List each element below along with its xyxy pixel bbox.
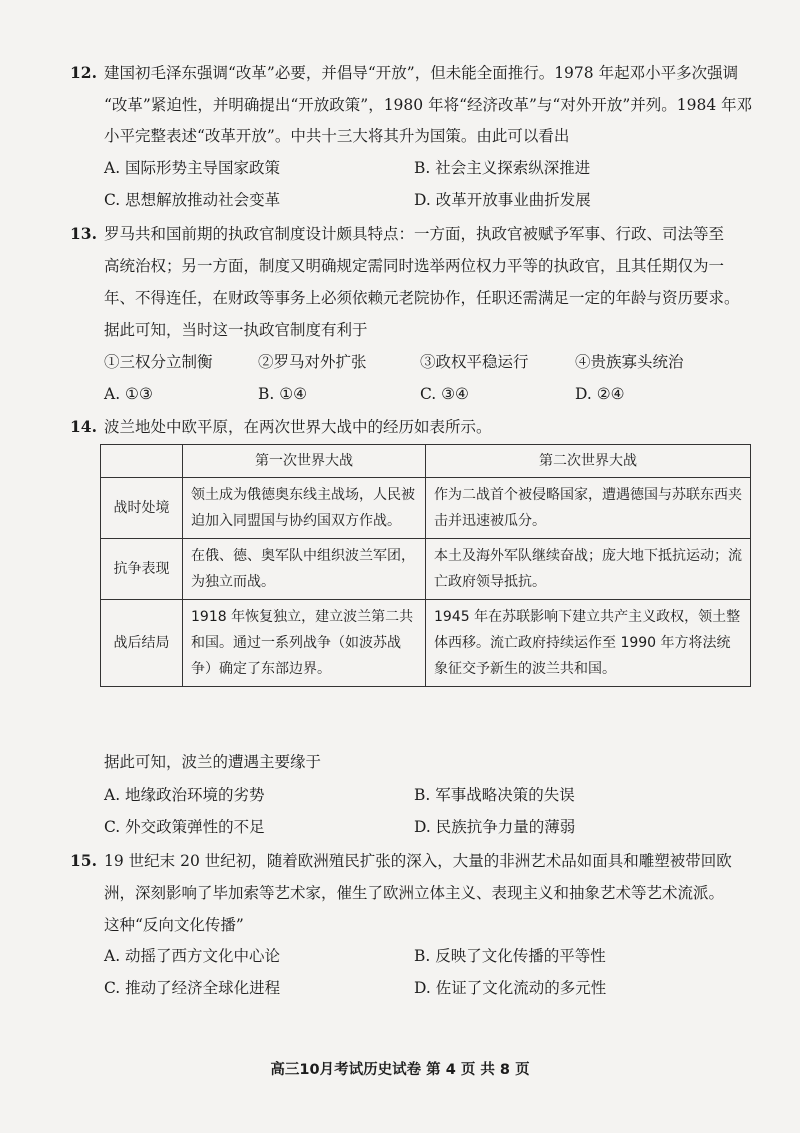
option-d: D. 改革开放事业曲折发展 bbox=[414, 191, 591, 209]
option-b: B. ①④ bbox=[258, 385, 308, 403]
option-b: B. 军事战略决策的失误 bbox=[414, 786, 575, 804]
table-cell: 1918 年恢复独立，建立波兰第二共和国。通过一系列战争（如波苏战争）确定了东部边界。 bbox=[183, 600, 426, 687]
table-cell: 作为二战首个被侵略国家，遭遇德国与苏联东西夹击并迅速被瓜分。 bbox=[426, 478, 751, 539]
table-row bbox=[101, 478, 751, 539]
table-header-ww2: 第二次世界大战 bbox=[426, 445, 751, 478]
table-cell: 本土及海外军队继续奋战；庞大地下抵抗运动；流亡政府领导抵抗。 bbox=[426, 539, 751, 600]
table-row bbox=[101, 539, 751, 600]
table-header-row bbox=[101, 445, 751, 478]
question-text-line: 小平完整表述“改革开放”。中共十三大将其升为国策。由此可以看出 bbox=[104, 127, 570, 145]
statement-item: ①三权分立制衡 bbox=[104, 353, 213, 371]
option-c: C. 思想解放推动社会变革 bbox=[104, 191, 281, 209]
option-c: C. ③④ bbox=[420, 385, 469, 403]
question-number: 15. bbox=[70, 851, 97, 870]
table-cell: 领土成为俄德奥东线主战场，人民被迫加入同盟国与协约国双方作战。 bbox=[183, 478, 426, 539]
option-b: B. 反映了文化传播的平等性 bbox=[414, 947, 606, 965]
row-label: 抗争表现 bbox=[101, 539, 183, 600]
option-a: A. 地缘政治环境的劣势 bbox=[104, 786, 265, 804]
table-row bbox=[101, 600, 751, 687]
statement-item: ④贵族寡头统治 bbox=[575, 353, 684, 371]
question-number: 13. bbox=[70, 224, 97, 243]
option-c: C. 推动了经济全球化进程 bbox=[104, 979, 281, 997]
question-text-line: 据此可知，当时这一执政官制度有利于 bbox=[104, 321, 368, 339]
question-text-line: 这种“反向文化传播” bbox=[104, 916, 244, 934]
option-a: A. 国际形势主导国家政策 bbox=[104, 159, 281, 177]
table-header-ww1: 第一次世界大战 bbox=[183, 445, 426, 478]
option-d: D. 佐证了文化流动的多元性 bbox=[414, 979, 607, 997]
table-cell: 1945 年在苏联影响下建立共产主义政权，领土整体西移。流亡政府持续运作至 1990 年方将法统象征交予新生的波兰共和国。 bbox=[426, 600, 751, 687]
question-text-line: 高统治权；另一方面，制度又明确规定需同时选举两位权力平等的执政官，且其任期仅为一 bbox=[104, 257, 725, 275]
question-text-line: 19 世纪末 20 世纪初，随着欧洲殖民扩张的深入，大量的非洲艺术品如面具和雕塑被带回欧 bbox=[104, 852, 732, 870]
question-text-line: 波兰地处中欧平原，在两次世界大战中的经历如表所示。 bbox=[104, 418, 492, 436]
statement-item: ②罗马对外扩张 bbox=[258, 353, 367, 371]
question-text-line: 洲，深刻影响了毕加索等艺术家，催生了欧洲立体主义、表现主义和抽象艺术等艺术流派。 bbox=[104, 884, 725, 902]
option-b: B. 社会主义探索纵深推进 bbox=[414, 159, 591, 177]
option-a: A. 动摇了西方文化中心论 bbox=[104, 947, 281, 965]
table-cell: 在俄、德、奥军队中组织波兰军团，为独立而战。 bbox=[183, 539, 426, 600]
option-d: D. ②④ bbox=[575, 385, 625, 403]
page-footer: 高三10月考试历史试卷 第 4 页 共 8 页 bbox=[270, 1062, 530, 1078]
option-d: D. 民族抗争力量的薄弱 bbox=[414, 818, 576, 836]
option-a: A. ①③ bbox=[104, 385, 153, 403]
statement-item: ③政权平稳运行 bbox=[420, 353, 529, 371]
question-text-line: 罗马共和国前期的执政官制度设计颇具特点：一方面，执政官被赋予军事、行政、司法等至 bbox=[104, 225, 725, 243]
question-text-line: “改革”紧迫性，并明确提出“开放政策”，1980 年将“经济改革”与“对外开放”并列。1984 年邓 bbox=[104, 96, 753, 114]
question-text-line: 年、不得连任，在财政等事务上必须依赖元老院协作，任职还需满足一定的年龄与资历要求。 bbox=[104, 289, 740, 307]
option-c: C. 外交政策弹性的不足 bbox=[104, 818, 265, 836]
row-label: 战时处境 bbox=[101, 478, 183, 539]
table-header-corner bbox=[101, 445, 183, 478]
question-number: 14. bbox=[70, 417, 97, 436]
row-label: 战后结局 bbox=[101, 600, 183, 687]
question-text-line: 建国初毛泽东强调“改革”必要，并倡导“开放”，但未能全面推行。1978 年起邓小平多次强调 bbox=[104, 64, 739, 82]
question-number: 12. bbox=[70, 63, 97, 82]
comparison-table bbox=[100, 444, 751, 687]
question-stem: 据此可知，波兰的遭遇主要缘于 bbox=[104, 753, 322, 771]
